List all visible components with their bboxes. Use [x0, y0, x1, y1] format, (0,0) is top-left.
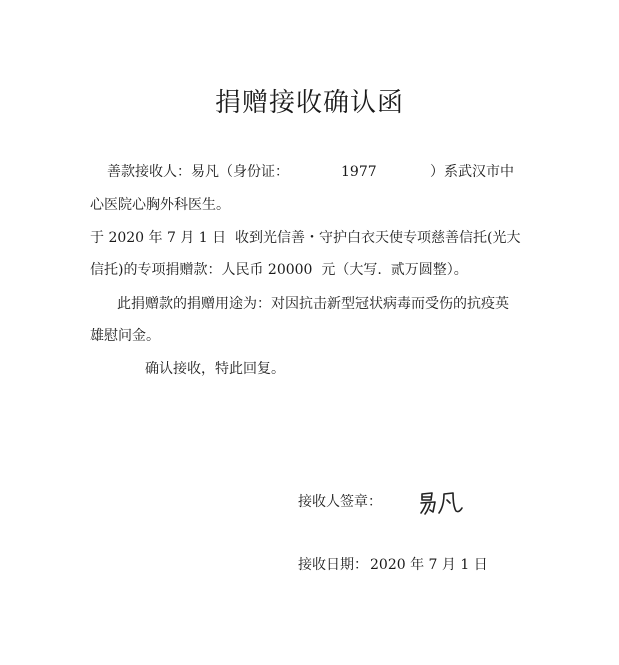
purpose-line-1: 此捐赠款的捐赠用途为：对因抗击新型冠状病毒而受伤的抗疫英 [117, 296, 509, 312]
date-value: 2020 年 7 月 1 日 [370, 557, 488, 573]
date-label: 接收日期： [298, 557, 368, 573]
recipient-line-part-b: ）系武汉市中 [430, 164, 514, 180]
receipt-line-2: 信托)的专项捐赠款：人民币 20000 元（大写. 贰万圆整）。 [90, 262, 468, 278]
recipient-line-part-a: 善款接收人：易凡（身份证： [107, 164, 289, 180]
confirmation-line: 确认接收，特此回复。 [145, 361, 285, 377]
receipt-line-1: 于 2020 年 7 月 1 日 收到光信善・守护白衣天使专项慈善信托(光大 [90, 230, 521, 246]
handwritten-signature [418, 488, 468, 516]
recipient-line-2: 心医院心胸外科医生。 [90, 197, 230, 213]
signature-label: 接收人签章： [298, 494, 382, 510]
purpose-line-2: 雄慰问金。 [90, 328, 160, 344]
recipient-id-partial: 1977 [341, 164, 377, 180]
document-title: 捐赠接收确认函 [214, 88, 404, 118]
